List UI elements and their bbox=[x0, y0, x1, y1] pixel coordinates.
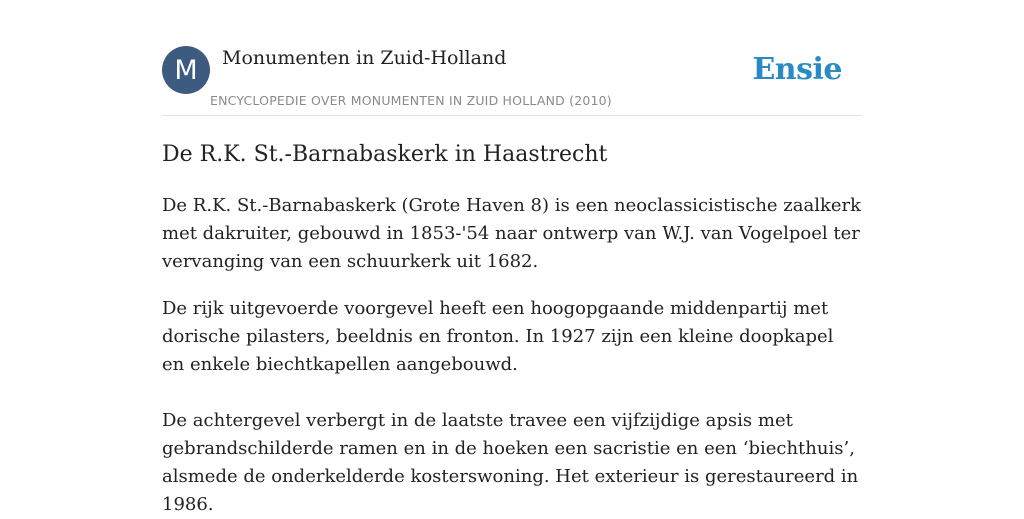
article-paragraph: De rijk uitgevoerde voorgevel heeft een hoogopgaande middenpartij met dorische pilasters, beeldnis en fronton. In 1927 zijn een kleine doopkapel en enkele biechtkapellen aangebouwd. bbox=[162, 298, 834, 375]
source-avatar[interactable] bbox=[162, 46, 210, 94]
source-subtitle: ENCYCLOPEDIE OVER MONUMENTEN IN ZUID HOLLAND (2010) bbox=[210, 93, 612, 108]
avatar-letter: M bbox=[174, 54, 198, 86]
article-paragraph: De achtergevel verbergt in de laatste travee een vijfzijdige apsis met gebrandschilderde ramen en in de hoeken een sacristie en een ‘biechthuis’, alsmede de onderkelderde kosterswoning. Het exterieur is gerestaureerd in 1986. bbox=[162, 410, 859, 515]
source-header bbox=[162, 46, 862, 116]
article-paragraph: De R.K. St.-Barnabaskerk (Grote Haven 8) is een neoclassicistische zaalkerk met dakruiter, gebouwd in 1853-'54 naar ontwerp van W.J. van Vogelpoel ter vervanging van een schuurkerk uit 1682. bbox=[162, 195, 862, 272]
header-divider bbox=[162, 115, 862, 116]
ensie-logo[interactable]: Ensie bbox=[752, 52, 842, 87]
source-title[interactable]: Monumenten in Zuid-Holland bbox=[222, 47, 507, 69]
article-body bbox=[162, 192, 872, 519]
article-title: De R.K. St.-Barnabaskerk in Haastrecht bbox=[162, 142, 608, 167]
